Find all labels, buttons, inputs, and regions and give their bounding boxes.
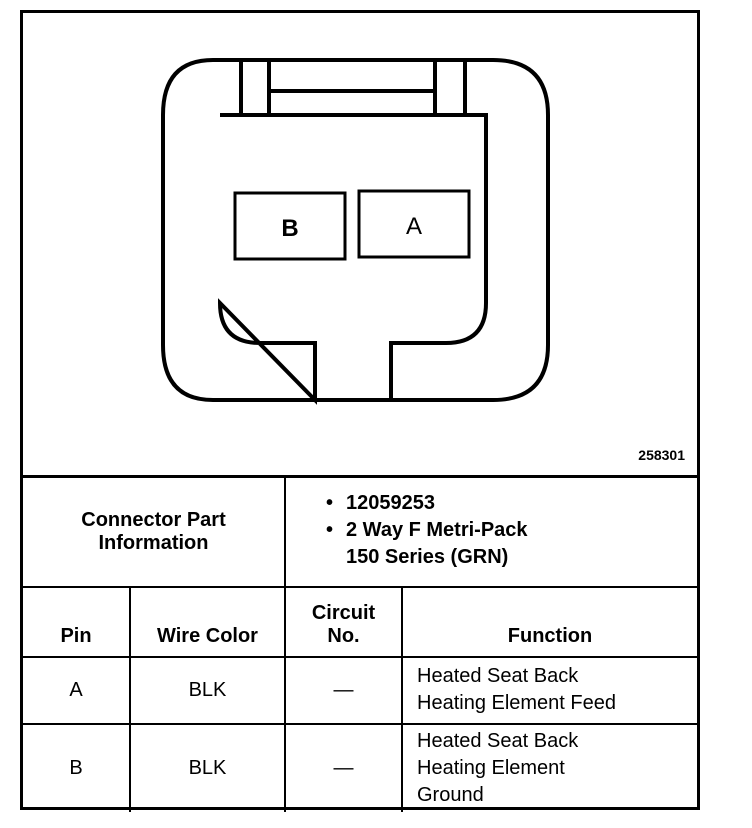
connector-info-sheet — [20, 10, 700, 810]
pin-cell: A — [23, 657, 130, 724]
connector-type: • 2 Way F Metri-Pack — [346, 519, 528, 541]
part-info-row — [23, 477, 697, 587]
header-pin: Pin — [23, 587, 130, 657]
cavity-a-label: A — [405, 213, 423, 240]
wire-color-cell: BLK — [130, 657, 285, 724]
function-line: Heated Seat Back — [417, 729, 579, 752]
header-circuit-line: Circuit — [311, 601, 376, 624]
connector-housing-outline — [163, 60, 548, 400]
part-info-label — [23, 477, 285, 587]
circuit-cell: — — [285, 724, 402, 812]
function-cell — [402, 724, 697, 812]
header-row — [23, 587, 697, 657]
connector-face-diagram — [23, 13, 697, 475]
connector-series: 150 Series (GRN) — [346, 546, 509, 568]
pin-cell: B — [23, 724, 130, 812]
function-line: Heating Element Feed — [417, 692, 617, 714]
part-number: • 12059253 — [346, 492, 435, 514]
function-line: Heated Seat Back — [417, 665, 579, 687]
function-line: Heating Element — [417, 756, 565, 779]
header-circuit — [285, 587, 402, 657]
header-function: Function — [402, 587, 697, 657]
pinout-table — [23, 475, 697, 812]
wire-color-cell: BLK — [130, 724, 285, 812]
cavity-b-label: B — [281, 215, 299, 242]
part-info-label-line: Connector Part — [81, 508, 226, 531]
function-cell — [402, 657, 697, 724]
header-circuit-line: No. — [327, 624, 360, 647]
locking-tab — [241, 60, 465, 115]
part-info-values — [285, 477, 697, 587]
part-info-item — [326, 517, 697, 571]
table-row — [23, 724, 697, 812]
header-wire-color: Wire Color — [130, 587, 285, 657]
table-row — [23, 657, 697, 724]
part-info-item — [326, 490, 697, 517]
function-line: Ground — [417, 783, 484, 806]
figure-id: 258301 — [638, 447, 685, 463]
circuit-cell: — — [285, 657, 402, 724]
part-info-label-line: Information — [98, 531, 209, 554]
